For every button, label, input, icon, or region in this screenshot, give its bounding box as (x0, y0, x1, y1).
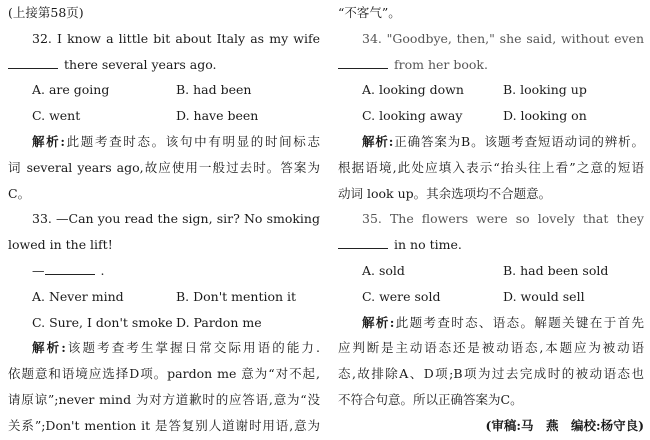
option-d: D. looking on (503, 108, 587, 124)
answer-blank (338, 234, 388, 249)
option-a: A. are going (32, 82, 110, 98)
analysis-label: 解析: (362, 314, 395, 330)
q35-analysis-3: 态,故排除A、D项;B项为过去完成时的被动语态也 (338, 366, 644, 382)
q35-stem: 35. The flowers were so lovely that they (362, 211, 644, 227)
option-a: A. sold (362, 262, 405, 278)
analysis-label: 解析: (32, 340, 66, 356)
answer-blank (338, 54, 388, 69)
q32-options-ab (8, 77, 320, 103)
q35-stem-2 (338, 232, 644, 258)
q33-analysis-5: “不客气”。 (338, 5, 401, 20)
option-a: A. Never mind (32, 288, 124, 304)
analysis-label: 解析: (32, 133, 65, 149)
q34-stem-text: from her book. (394, 56, 488, 72)
analysis-text: 正确答案为B。该题考查短语动词的辨析。 (393, 133, 644, 149)
q32-options-cd (8, 103, 320, 129)
q33-analysis-3: 请原谅”;never mind 为对方道歉时的应答语,意为“没 (8, 391, 320, 407)
q33-analysis-4: 关系”;Don't mention it 是答复别人道谢时用语,意为 (8, 417, 320, 433)
dash: — (32, 262, 45, 278)
q34-stem-2 (338, 52, 644, 78)
analysis-text: 此题考查时态、语态。解题关键在于首先 (394, 314, 644, 330)
q32-analysis-3: C。 (8, 185, 31, 201)
q35-options-cd (338, 284, 644, 310)
q33-options-ab (8, 284, 320, 310)
q32-analysis (8, 129, 320, 155)
option-c: C. looking away (362, 108, 463, 124)
q32-analysis-2: 词 several years ago,故应使用一般过去时。答案为 (8, 159, 320, 175)
q35-stem-text: in no time. (394, 237, 462, 253)
option-c: C. Sure, I don't smoke (32, 314, 173, 330)
option-c: C. went (32, 108, 81, 124)
q35-analysis-4: 不符合句意。所以正确答案为C。 (338, 391, 523, 407)
q34-analysis (338, 129, 644, 155)
q35-analysis-2: 应判断是主动语态还是被动语态,本题应为被动语 (338, 340, 644, 356)
q35-options-ab (338, 258, 644, 284)
q34-stem: 34. "Goodbye, then," she said, without even (362, 30, 644, 46)
answer-blank (8, 54, 58, 69)
option-c: C. were sold (362, 288, 441, 304)
q32-stem: 32. I know a little bit about Italy as my wife (32, 30, 320, 46)
q32-stem-2 (8, 52, 320, 78)
left-column (8, 0, 320, 439)
q33-analysis (8, 335, 320, 361)
analysis-text: 此题考查时态。该句中有明显的时间标志 (64, 133, 320, 149)
q35-analysis (338, 310, 644, 336)
editor-credits: (审稿:马 燕 编校:杨守良) (485, 417, 644, 433)
option-d: D. Pardon me (176, 314, 262, 330)
analysis-text: 该题考查考生掌握日常交际用语的能力. (65, 340, 320, 356)
q34-analysis-3: 动词 look up。其余选项均不合题意。 (338, 185, 552, 201)
option-d: D. have been (176, 108, 259, 124)
option-d: D. would sell (503, 288, 585, 304)
q33-stem: 33. —Can you read the sign, sir? No smoking (32, 211, 320, 227)
q33-stem-2: lowed in the lift! (8, 237, 113, 253)
q33-analysis-2: 依题意和语境应选择D项。pardon me 意为“对不起, (8, 366, 320, 382)
q34-options-cd (338, 103, 644, 129)
right-column (338, 0, 644, 439)
option-b: B. Don't mention it (176, 288, 297, 304)
option-b: B. had been sold (503, 262, 609, 278)
q33-stem-3: — . (8, 258, 320, 284)
q34-analysis-2: 根据语境,此处应填入表示“抬头往上看”之意的短语 (338, 159, 644, 175)
analysis-label: 解析: (362, 133, 394, 149)
option-b: B. had been (176, 82, 252, 98)
option-b: B. looking up (503, 82, 587, 98)
answer-blank (45, 260, 95, 275)
continued-header: (上接第58页) (8, 5, 84, 20)
q34-options-ab (338, 77, 644, 103)
q33-options-cd (8, 310, 320, 336)
option-a: A. looking down (362, 82, 464, 98)
q32-stem-text: there several years ago. (64, 56, 217, 72)
